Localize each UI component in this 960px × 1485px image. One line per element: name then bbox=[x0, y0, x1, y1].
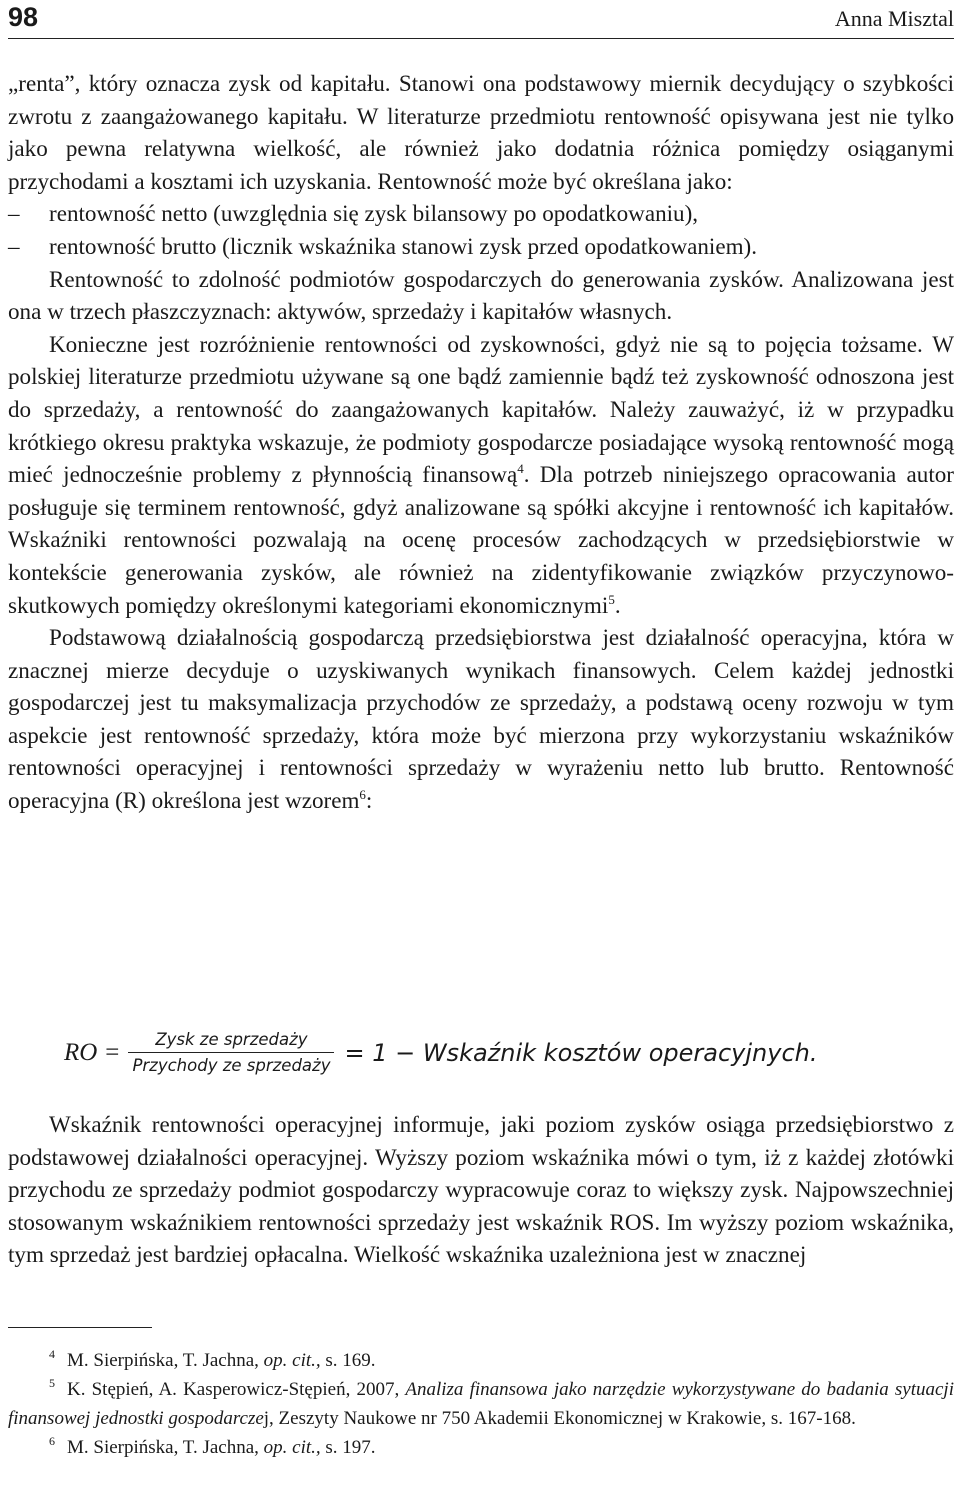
list-item: – rentowność netto (uwzględnia się zysk bilansowy po opodatkowaniu), bbox=[8, 197, 954, 230]
formula-numerator: Zysk ze sprzedaży bbox=[155, 1030, 308, 1049]
paragraph-1: „renta”, który oznacza zysk od kapitału. Stanowi ona podstawowy miernik decydujący o szybkości zwrotu z zaangażowanego kapitału. W literaturze przedmiotu rentowność opisywana jest nie tylko jako pewna relatywna wielkość, ale również jako dodatnia różnica pomiędzy osiąganymi przychodami a kosztami ich uzyskania. Rentowność może być określana jako: bbox=[8, 70, 954, 194]
footnote-text: M. Sierpińska, T. Jachna, bbox=[67, 1350, 264, 1371]
formula-lhs: RO = bbox=[64, 1038, 121, 1066]
footnote-text: K. Stępień, A. Kasperowicz-Stępień, 2007, bbox=[67, 1379, 406, 1400]
main-text-continued bbox=[8, 1108, 954, 1271]
footnote-number: 6 bbox=[49, 1434, 55, 1448]
formula-rhs: = 1 − Wskaźnik kosztów operacyjnych. bbox=[344, 1038, 818, 1067]
running-header bbox=[8, 2, 954, 39]
footnote-5 bbox=[8, 1375, 954, 1433]
paragraph-4 bbox=[8, 621, 954, 817]
footnote-text: s. 197. bbox=[320, 1437, 376, 1458]
paragraph-4-text-a: Podstawową działalnością gospodarczą przedsiębiorstwa jest działalność operacyjna, która w znacznej mierze decyduje o uzyskiwanych wynikach finansowych. Celem każdej jednostki gospodarczej jest tu maksymalizacja przychodów ze sprzedaży, a podstawą oceny rozwoju w tym aspekcie jest rentowność sprzedaży, która może być mierzona przy wykorzystaniu wskaźników rentowności operacyjnej i rentowności sprzedaży w wyrażeniu netto lub brutto. Rentowność operacyjna (R) określona jest wzorem bbox=[8, 624, 954, 814]
footnotes bbox=[8, 1346, 954, 1462]
paragraph-2: Rentowność to zdolność podmiotów gospodarczych do generowania zysków. Analizowana jest ona w trzech płaszczyznach: aktywów, sprzedaży i kapitałów własnych. bbox=[8, 265, 954, 325]
footnote-separator bbox=[8, 1327, 152, 1328]
paragraph-3-text-a: Konieczne jest rozróżnienie rentowności od zyskowności, gdyż nie są to pojęcia tożsame. W polskiej literaturze przedmiotu używane są one bądź zamiennie bądź też zyskowność odnoszona jest do sprzedaży, a rentowność do zaangażowanych kapitałów. Należy zauważyć, iż w przypadku krótkiego okresu praktyka wskazuje, że podmioty gospodarcze posiadające wysoką rentowność mogą mieć jednocześnie problemy z płynnością finansową bbox=[8, 330, 954, 488]
paragraph-3 bbox=[8, 328, 954, 621]
footnote-italic: op. cit., bbox=[263, 1437, 321, 1458]
formula-fraction bbox=[128, 1030, 334, 1075]
paragraph-3-text-c: . bbox=[614, 591, 621, 618]
formula-denominator: Przychody ze sprzedaży bbox=[128, 1052, 334, 1075]
formula-operating-profitability bbox=[64, 1030, 817, 1075]
footnote-ref-4: 4 bbox=[517, 461, 524, 477]
paragraph-4-text-b: : bbox=[365, 787, 373, 814]
main-text bbox=[8, 67, 954, 817]
paragraph-3-text-b: . Dla potrzeb niniejszego opracowania autor posługuje się terminem rentowność, gdyż analizowane są spółki akcyjne i rentowność ich kapitałów. Wskaźniki rentowności pozwalają na ocenę procesów zachodzących w przedsiębiorstwie w kontekście generowania zysków, ale również na zidentyfikowanie związków przyczynowo-skutkowych pomiędzy określonymi kategoriami ekonomicznymi bbox=[8, 461, 954, 618]
footnote-text: s. 169. bbox=[320, 1350, 376, 1371]
footnote-number: 4 bbox=[49, 1347, 55, 1361]
list-item: – rentowność brutto (licznik wskaźnika stanowi zysk przed opodatkowaniem). bbox=[8, 230, 954, 263]
footnote-6 bbox=[8, 1433, 954, 1462]
footnote-text: j, Zeszyty Naukowe nr 750 Akademii Ekonomicznej w Krakowie, s. 167-168. bbox=[263, 1408, 856, 1429]
footnote-ref-6: 6 bbox=[359, 787, 366, 803]
footnote-number: 5 bbox=[49, 1376, 55, 1390]
page-number: 98 bbox=[8, 2, 39, 32]
footnote-text: M. Sierpińska, T. Jachna, bbox=[67, 1437, 264, 1458]
footnote-ref-5: 5 bbox=[608, 591, 615, 607]
footnote-italic: op. cit., bbox=[263, 1350, 321, 1371]
paragraph-5: Wskaźnik rentowności operacyjnej informuje, jaki poziom zysków osiąga przedsiębiorstwo z podstawowej działalności operacyjnej. Wyższy poziom wskaźnika mówi o tym, iż z każdej złotówki przychodu ze sprzedaży podmiot gospodarczy wypracowuje coraz to większy zysk. Najpowszechniej stosowanym wskaźnikiem rentowności sprzedaży jest wskaźnik ROS. Im wyższy poziom wskaźnika, tym sprzedaż jest bardziej opłacalna. Wielkość wskaźnika uzależniona jest w znacznej bbox=[8, 1111, 954, 1268]
footnote-4 bbox=[8, 1346, 954, 1375]
running-head-author: Anna Misztal bbox=[834, 6, 954, 31]
footnote-italic: Analiza finansowa jako narzędzie wykorzystywane do badania sytuacji finansowej jednostki gospodarcze bbox=[8, 1379, 954, 1429]
